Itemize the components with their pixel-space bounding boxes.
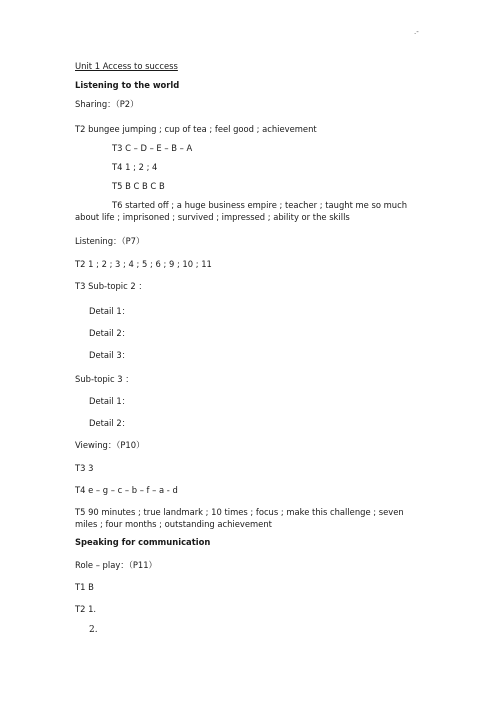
answer-line: T4 e – g – c – b – f – a - d xyxy=(75,485,178,495)
section-heading-listening: Listening to the world xyxy=(75,80,180,90)
answer-item: 2. xyxy=(89,625,98,635)
detail-line: Detail 1： xyxy=(89,306,131,316)
answer-line: T2 bungee jumping ; cup of tea ; feel good ; achievement xyxy=(75,124,317,134)
sharing-heading: Sharing：（P2） xyxy=(75,99,139,109)
listening-heading: Listening：（P7） xyxy=(75,236,145,246)
viewing-heading: Viewing：（P10） xyxy=(75,440,145,450)
answer-line: T5 B C B C B xyxy=(112,181,165,191)
answer-line: T3 Sub-topic 2 ： xyxy=(75,281,147,291)
answer-line: T4 1 ; 2 ; 4 xyxy=(112,162,158,172)
subtopic-line: Sub-topic 3 ： xyxy=(75,374,134,384)
answer-line: T6 started off ; a huge business empire ; teacher ; taught me so much xyxy=(112,200,408,210)
roleplay-heading: Role – play：（P11） xyxy=(75,560,157,570)
corner-mark: .- xyxy=(414,28,419,36)
answer-line: T3 C – D – E – B – A xyxy=(112,143,193,153)
detail-line: Detail 3： xyxy=(89,350,131,360)
answer-line-continued: about life ; imprisoned ; survived ; impressed ; ability or the skills xyxy=(75,212,350,222)
answer-line: T2 1 ; 2 ; 3 ; 4 ; 5 ; 6 ; 9 ; 10 ; 11 xyxy=(75,259,212,269)
answer-line: T1 B xyxy=(75,582,94,592)
detail-line: Detail 1： xyxy=(89,396,131,406)
detail-line: Detail 2： xyxy=(89,328,131,338)
detail-line: Detail 2： xyxy=(89,418,131,428)
answer-line: T3 3 xyxy=(75,463,94,473)
answer-line: T5 90 minutes ; true landmark ; 10 times ; focus ; make this challenge ; seven xyxy=(75,507,404,517)
answer-line-continued: miles ; four months ; outstanding achievement xyxy=(75,519,272,529)
unit-title: Unit 1 Access to success xyxy=(75,61,178,71)
answer-line: T2 1. xyxy=(75,604,97,614)
section-heading-speaking: Speaking for communication xyxy=(75,537,211,547)
